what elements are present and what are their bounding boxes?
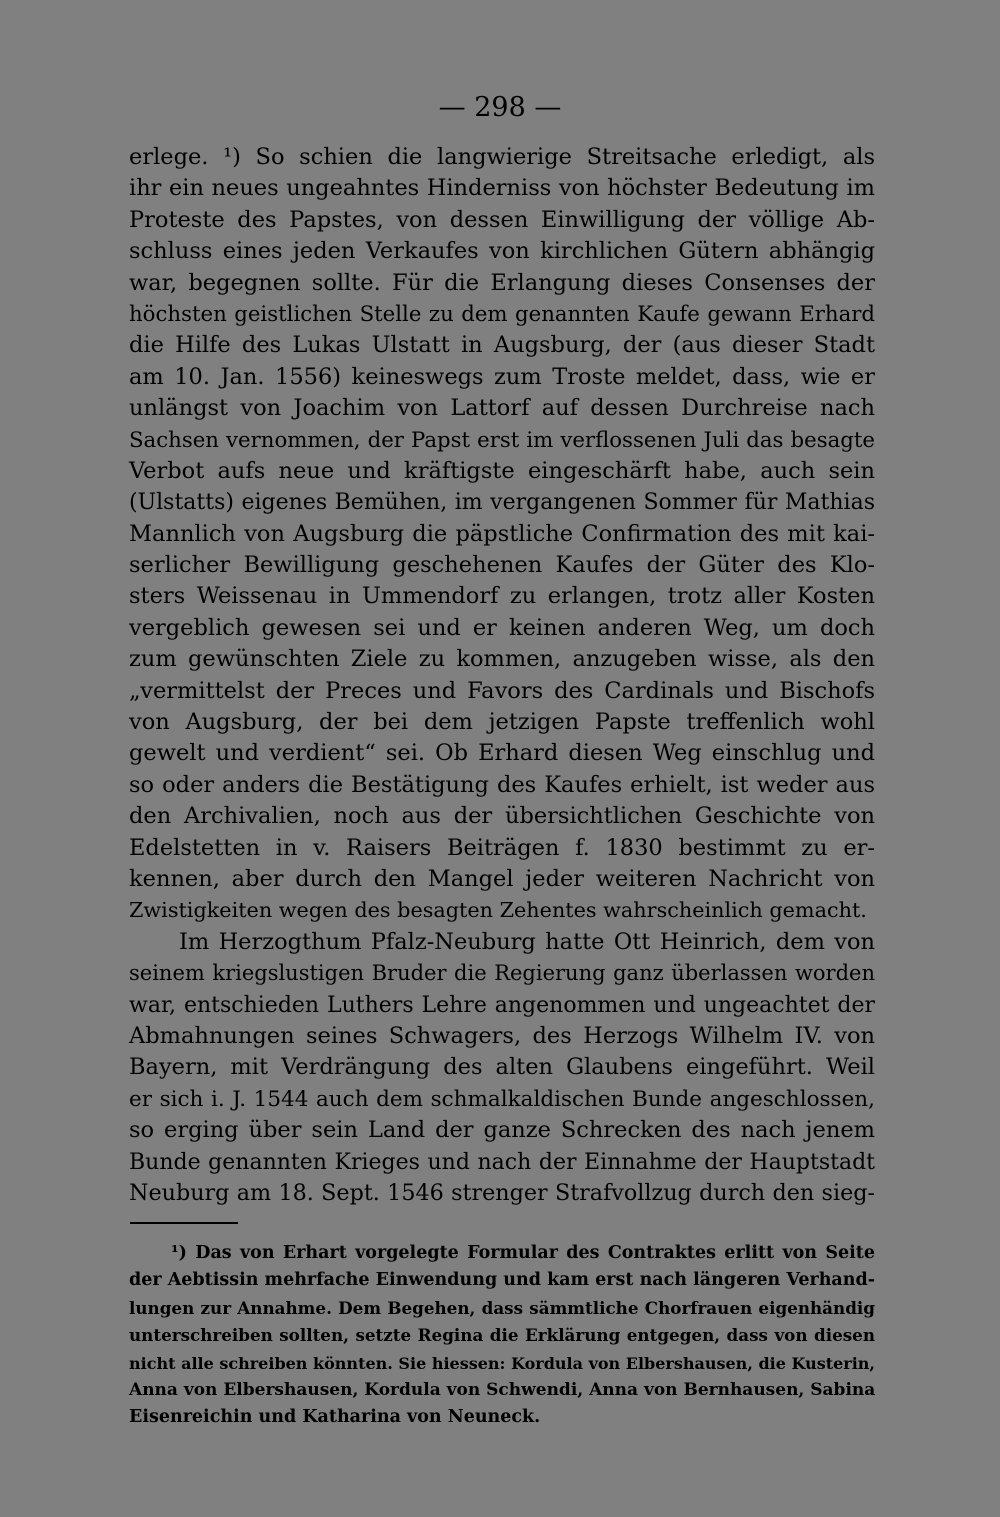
text-line: er sich i. J. 1544 auch dem schmalkaldischen Bunde angeschlossen, xyxy=(129,1086,875,1112)
footnote-line: lungen zur Annahme. Dem Begehen, dass sämmtliche Chorfrauen eigenhändig xyxy=(129,1297,875,1318)
text-line: schluss eines jeden Verkaufes von kirchlichen Gütern abhängig xyxy=(129,238,875,265)
footnote-line: nicht alle schreiben könnten. Sie hiessen: Kordula von Elbershausen, die Kusterin, xyxy=(129,1353,875,1373)
footnote-line: unterschreiben sollten, setzte Regina die Erklärung entgegen, dass von diesen xyxy=(129,1325,875,1346)
text-line: zum gewünschten Ziele zu kommen, anzugeben wisse, als den xyxy=(129,646,875,673)
text-line: ihr ein neues ungeahntes Hinderniss von höchster Bedeutung im xyxy=(129,175,875,202)
footnotes xyxy=(129,1240,875,1432)
footnote-line: Anna von Elbershausen, Kordula von Schwendi, Anna von Bernhausen, Sabina xyxy=(129,1379,876,1400)
text-line: Mannlich von Augsburg die päpstliche Confirmation des mit kai- xyxy=(129,520,875,547)
text-line: so erging über sein Land der ganze Schrecken des nach jenem xyxy=(129,1117,875,1144)
text-line: von Augsburg, der bei dem jetzigen Papste treffenlich wohl xyxy=(129,709,875,736)
text-line: Bunde genannten Krieges und nach der Einnahme der Hauptstadt xyxy=(129,1149,875,1175)
text-line: Sachsen vernommen, der Papst erst im verflossenen Juli das besagte xyxy=(129,427,875,453)
text-line: „vermittelst der Preces und Favors des Cardinals und Bischofs xyxy=(129,677,875,704)
text-line: Verbot aufs neue und kräftigste eingeschärft habe, auch sein xyxy=(129,457,875,484)
text-line: Neuburg am 18. Sept. 1546 strenger Strafvollzug durch den sieg- xyxy=(129,1179,875,1206)
footnote-divider xyxy=(130,1222,238,1224)
text-line: Zwistigkeiten wegen des besagten Zehentes wahrscheinlich gemacht. xyxy=(129,898,867,923)
text-line: Proteste des Papstes, von dessen Einwilligung der völlige Ab- xyxy=(129,206,875,233)
text-line: war, begegnen sollte. Für die Erlangung dieses Consenses der xyxy=(129,269,875,296)
text-line: sters Weissenau in Ummendorf zu erlangen, trotz aller Kosten xyxy=(129,583,875,610)
text-line: seinem kriegslustigen Bruder die Regierung ganz überlassen worden xyxy=(129,961,875,986)
text-line: (Ulstatts) eigenes Bemühen, im vergangenen Sommer für Mathias xyxy=(129,490,875,516)
footnote-line: ¹) Das von Erhart vorgelegte Formular des Contraktes erlitt von Seite xyxy=(171,1243,875,1263)
text-line: höchsten geistlichen Stelle zu dem genannten Kaufe gewann Erhard xyxy=(129,301,875,327)
text-line: serlicher Bewilligung geschehenen Kaufes der Güter des Klo- xyxy=(129,552,875,579)
text-line: den Archivalien, noch aus der übersichtlichen Geschichte von xyxy=(129,803,875,830)
text-line: Abmahnungen seines Schwagers, des Herzogs Wilhelm IV. von xyxy=(129,1022,875,1049)
footnote-line: Eisenreichin und Katharina von Neuneck. xyxy=(129,1407,541,1428)
text-line: erlege. ¹) So schien die langwierige Streitsache erledigt, als xyxy=(129,144,875,170)
page-number: — 298 — xyxy=(438,92,562,123)
text-line: kennen, aber durch den Mangel jeder weiteren Nachricht von xyxy=(129,865,875,892)
text-line: vergeblich gewesen sei und er keinen anderen Weg, um doch xyxy=(129,614,875,641)
text-line: Im Herzogthum Pfalz-Neuburg hatte Ott Heinrich, dem von xyxy=(179,928,875,955)
text-line: war, entschieden Luthers Lehre angenommen und ungeachtet der xyxy=(129,992,875,1018)
body-text xyxy=(129,142,875,1209)
text-line: am 10. Jan. 1556) keineswegs zum Troste meldet, dass, wie er xyxy=(129,363,875,390)
footnote-line: der Aebtissin mehrfache Einwendung und kam erst nach längeren Verhand- xyxy=(129,1270,875,1291)
text-line: unlängst von Joachim von Lattorf auf dessen Durchreise nach xyxy=(129,395,875,422)
text-line: Bayern, mit Verdrängung des alten Glaubens eingeführt. Weil xyxy=(129,1054,875,1081)
text-line: Edelstetten in v. Raisers Beiträgen f. 1830 bestimmt zu er- xyxy=(129,834,875,861)
text-line: gewelt und verdient“ sei. Ob Erhard diesen Weg einschlug und xyxy=(129,740,875,767)
text-line: so oder anders die Bestätigung des Kaufes erhielt, ist weder aus xyxy=(129,771,875,798)
text-line: die Hilfe des Lukas Ulstatt in Augsburg, der (aus dieser Stadt xyxy=(129,332,875,359)
